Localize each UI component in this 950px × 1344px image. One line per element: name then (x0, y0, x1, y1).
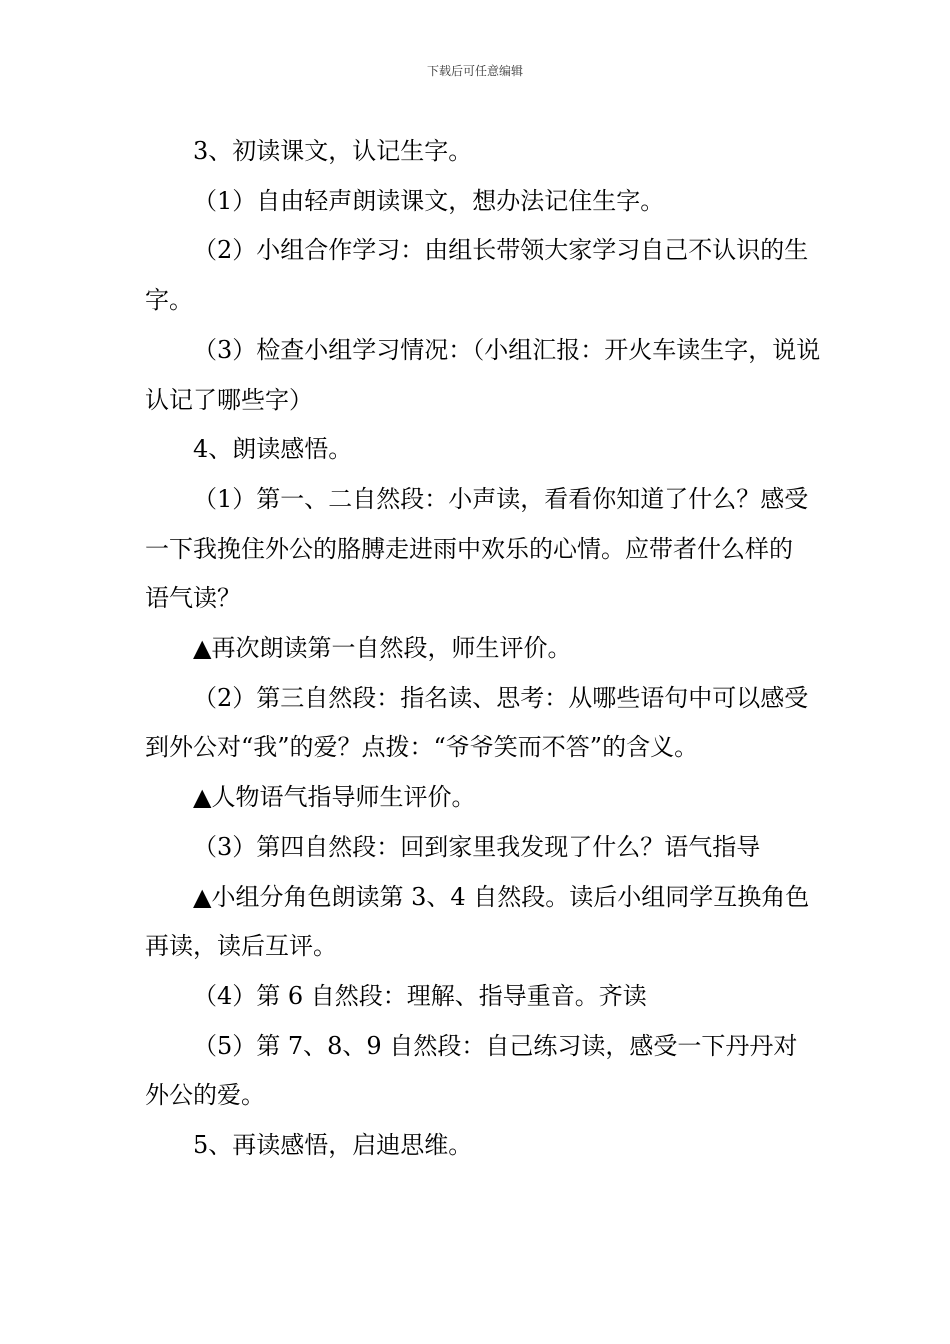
paragraph: （2）小组合作学习：由组长带领大家学习自己不认识的生字。 (145, 236, 809, 315)
paragraph: ▲再次朗读第一自然段，师生评价。 (193, 634, 572, 663)
paragraph: （1）第一、二自然段：小声读，看看你知道了什么？感受一下我挽住外公的胳膊走进雨中欢乐的心情。应带者什么样的语气读？ (145, 484, 809, 613)
paragraph: （3）第四自然段：回到家里我发现了什么？语气指导 (193, 832, 761, 861)
document-body (145, 127, 821, 1171)
paragraph: （4）第 6 自然段：理解、指导重音。齐读 (193, 981, 647, 1010)
paragraph: （1）自由轻声朗读课文，想办法记住生字。 (193, 186, 665, 215)
page-header: 下载后可任意编辑 (426, 64, 523, 78)
paragraph: 4、朗读感悟。 (193, 435, 353, 464)
paragraph: （3）检查小组学习情况：（小组汇报：开火车读生字，说说认记了哪些字） (145, 335, 821, 414)
paragraph: ▲人物语气指导师生评价。 (193, 783, 476, 812)
paragraph: 3、初读课文，认记生字。 (193, 137, 473, 165)
paragraph: ▲小组分角色朗读第 3、4 自然段。读后小组同学互换角色再读，读后互评。 (145, 882, 810, 961)
paragraph: （2）第三自然段：指名读、思考：从哪些语句中可以感受到外公对“我”的爱？点拨：“爷爷笑而不答”的含义。 (145, 683, 809, 762)
paragraph: 5、再读感悟，启迪思维。 (193, 1131, 473, 1160)
paragraph: （5）第 7、8、9 自然段：自己练习读，感受一下丹丹对外公的爱。 (145, 1031, 798, 1110)
